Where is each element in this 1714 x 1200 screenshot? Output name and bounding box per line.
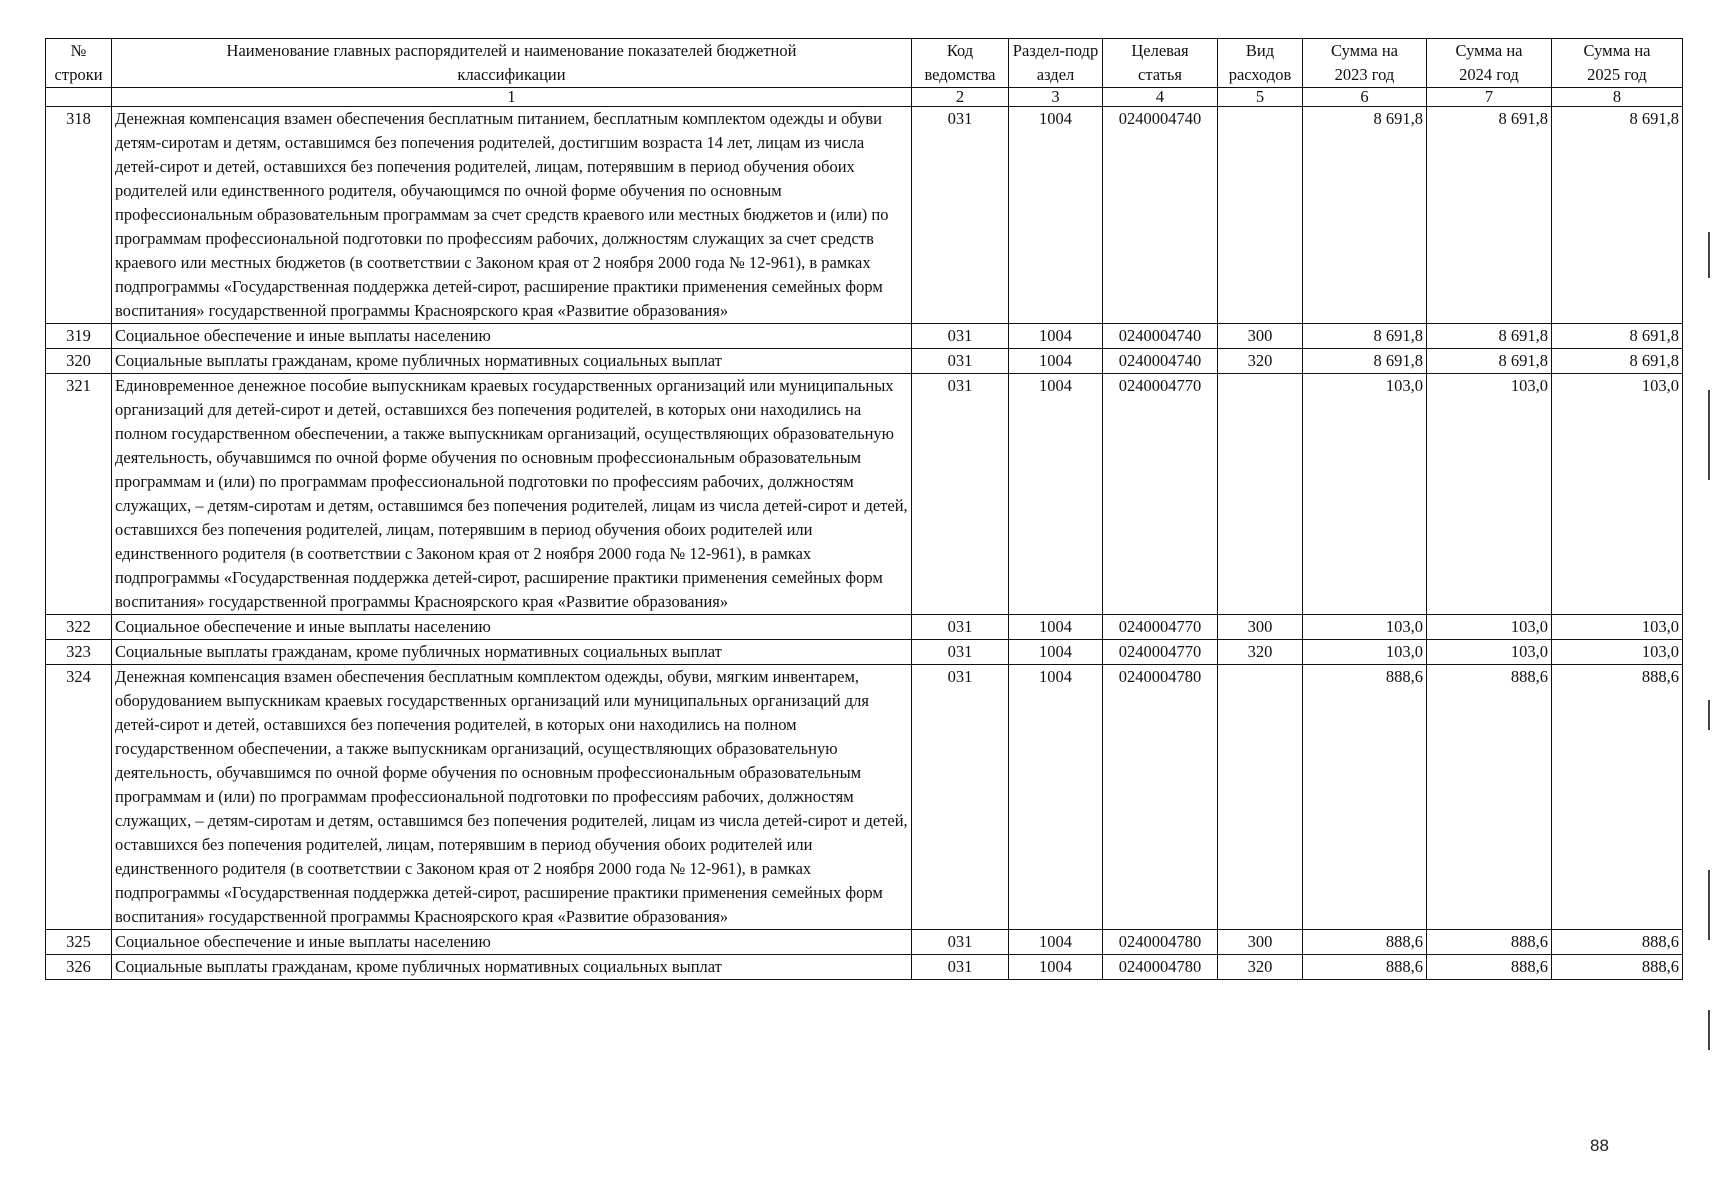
section-code: 1004 [1009,324,1103,349]
table-row [46,374,1683,615]
sum-2024: 888,6 [1427,665,1552,930]
table-row [46,640,1683,665]
table-row [46,665,1683,930]
dept-code: 031 [912,615,1009,640]
column-number: 4 [1103,88,1218,107]
dept-code: 031 [912,349,1009,374]
sum-2023: 103,0 [1303,640,1427,665]
header-sum-2023: Сумма на 2023 год [1303,39,1427,88]
scan-edge-mark [1708,1010,1710,1050]
sum-2023: 8 691,8 [1303,349,1427,374]
table-row [46,955,1683,980]
header-row-number: № строки [46,39,112,88]
row-name: Денежная компенсация взамен обеспечения бесплатным питанием, бесплатным комплектом одежды и обуви детям-сиротам и детям, оставшимся без попечения родителей, достигшим возраста 14 лет, лицам из числа детей-сирот и детей, оставшихся без попечения родителей, лицам, потерявшим в период обучения обоих родителей или единственного родителя, обучающимся по очной форме обучения по основным профессиональным образовательным программам за счет средств краевого или местных бюджетов и (или) по программам профессиональной подготовки по профессиям рабочих, должностям служащих за счет средств краевого или местных бюджетов (в соответствии с Законом края от 2 ноября 2000 года № 12-961), в рамках подпрограммы «Государственная поддержка детей-сирот, расширение практики применения семейных форм воспитания» государственной программы Красноярского края «Развитие образования» [112,107,912,324]
table-header-row [46,39,1683,88]
budget-table-sheet [45,38,1682,980]
row-number: 322 [46,615,112,640]
section-code: 1004 [1009,349,1103,374]
column-number: 6 [1303,88,1427,107]
sum-2025: 103,0 [1552,374,1683,615]
sum-2025: 8 691,8 [1552,349,1683,374]
row-number: 326 [46,955,112,980]
column-number: 2 [912,88,1009,107]
sum-2025: 8 691,8 [1552,324,1683,349]
column-number-row [46,88,1683,107]
sum-2023: 103,0 [1303,615,1427,640]
sum-2025: 888,6 [1552,665,1683,930]
row-number: 321 [46,374,112,615]
target-article: 0240004780 [1103,930,1218,955]
row-number: 319 [46,324,112,349]
section-code: 1004 [1009,374,1103,615]
sum-2023: 8 691,8 [1303,324,1427,349]
sum-2025: 103,0 [1552,640,1683,665]
sum-2023: 103,0 [1303,374,1427,615]
header-section: Раздел-подраздел [1009,39,1103,88]
header-sum-2025: Сумма на 2025 год [1552,39,1683,88]
target-article: 0240004740 [1103,107,1218,324]
sum-2023: 888,6 [1303,955,1427,980]
column-number: 8 [1552,88,1683,107]
row-name: Социальное обеспечение и иные выплаты населению [112,930,912,955]
sum-2023: 888,6 [1303,930,1427,955]
table-row [46,615,1683,640]
row-number: 325 [46,930,112,955]
expense-kind: 320 [1218,955,1303,980]
target-article: 0240004770 [1103,374,1218,615]
scan-edge-mark [1708,390,1710,480]
column-number [46,88,112,107]
row-name: Социальные выплаты гражданам, кроме публичных нормативных социальных выплат [112,955,912,980]
table-body [46,88,1683,980]
sum-2024: 888,6 [1427,930,1552,955]
column-number: 1 [112,88,912,107]
header-name: Наименование главных распорядителей и наименование показателей бюджетной классификации [112,39,912,88]
page-number: 88 [1590,1136,1609,1155]
row-name: Социальные выплаты гражданам, кроме публичных нормативных социальных выплат [112,349,912,374]
table-row [46,349,1683,374]
target-article: 0240004780 [1103,955,1218,980]
row-name: Социальные выплаты гражданам, кроме публичных нормативных социальных выплат [112,640,912,665]
expense-kind [1218,107,1303,324]
header-target-article: Целевая статья [1103,39,1218,88]
table-row [46,324,1683,349]
row-number: 324 [46,665,112,930]
row-name: Денежная компенсация взамен обеспечения бесплатным комплектом одежды, обуви, мягким инвентарем, оборудованием выпускникам краевых государственных организаций или муниципальных организаций для детей-сирот и детей, оставшихся без попечения родителей, в которых они находились на полном государственном обеспечении, а также выпускникам организаций, осуществляющих образовательную деятельность, обучавшимся по очной форме обучения по основным профессиональным образовательным программам и (или) по программам профессиональной подготовки по профессиям рабочих, должностям служащих, – детям-сиротам и детям, оставшимся без попечения родителей, лицам из числа детей-сирот и детей, оставшихся без попечения родителей, лицам, потерявшим в период обучения обоих родителей или единственного родителя (в соответствии с Законом края от 2 ноября 2000 года № 12-961), в рамках подпрограммы «Государственная поддержка детей-сирот, расширение практики применения семейных форм воспитания» государственной программы Красноярского края «Развитие образования» [112,665,912,930]
section-code: 1004 [1009,955,1103,980]
sum-2024: 103,0 [1427,615,1552,640]
dept-code: 031 [912,324,1009,349]
expense-kind: 320 [1218,349,1303,374]
row-number: 320 [46,349,112,374]
scan-edge-mark [1708,232,1710,278]
sum-2024: 8 691,8 [1427,324,1552,349]
target-article: 0240004780 [1103,665,1218,930]
row-number: 318 [46,107,112,324]
sum-2025: 888,6 [1552,930,1683,955]
expense-kind [1218,665,1303,930]
sum-2024: 8 691,8 [1427,107,1552,324]
dept-code: 031 [912,640,1009,665]
dept-code: 031 [912,374,1009,615]
column-number: 3 [1009,88,1103,107]
row-name: Единовременное денежное пособие выпускникам краевых государственных организаций или муниципальных организаций для детей-сирот и детей, оставшихся без попечения родителей, в которых они находились на полном государственном обеспечении, а также выпускникам организаций, осуществляющих образовательную деятельность, обучавшимся по очной форме обучения по основным профессиональным образовательным программам и (или) по программам профессиональной подготовки по профессиям рабочих, должностям служащих, – детям-сиротам и детям, оставшимся без попечения родителей, лицам из числа детей-сирот и детей, оставшихся без попечения родителей, лицам, потерявшим в период обучения обоих родителей или единственного родителя (в соответствии с Законом края от 2 ноября 2000 года № 12-961), в рамках подпрограммы «Государственная поддержка детей-сирот, расширение практики применения семейных форм воспитания» государственной программы Красноярского края «Развитие образования» [112,374,912,615]
sum-2023: 8 691,8 [1303,107,1427,324]
sum-2025: 103,0 [1552,615,1683,640]
sum-2024: 103,0 [1427,640,1552,665]
expense-kind: 300 [1218,930,1303,955]
target-article: 0240004740 [1103,349,1218,374]
section-code: 1004 [1009,930,1103,955]
target-article: 0240004770 [1103,615,1218,640]
expense-kind: 300 [1218,615,1303,640]
header-dept-code: Код ведомства [912,39,1009,88]
section-code: 1004 [1009,107,1103,324]
scan-edge-mark [1708,870,1710,940]
row-name: Социальное обеспечение и иные выплаты населению [112,615,912,640]
expense-kind [1218,374,1303,615]
header-sum-2024: Сумма на 2024 год [1427,39,1552,88]
row-name: Социальное обеспечение и иные выплаты населению [112,324,912,349]
sum-2025: 8 691,8 [1552,107,1683,324]
sum-2025: 888,6 [1552,955,1683,980]
sum-2024: 103,0 [1427,374,1552,615]
scan-edge-mark [1708,700,1710,730]
table-row [46,107,1683,324]
table-row [46,930,1683,955]
sum-2024: 888,6 [1427,955,1552,980]
header-expense-kind: Вид расходов [1218,39,1303,88]
section-code: 1004 [1009,640,1103,665]
dept-code: 031 [912,930,1009,955]
dept-code: 031 [912,955,1009,980]
column-number: 5 [1218,88,1303,107]
target-article: 0240004740 [1103,324,1218,349]
expense-kind: 300 [1218,324,1303,349]
sum-2023: 888,6 [1303,665,1427,930]
row-number: 323 [46,640,112,665]
section-code: 1004 [1009,615,1103,640]
dept-code: 031 [912,665,1009,930]
expense-kind: 320 [1218,640,1303,665]
dept-code: 031 [912,107,1009,324]
target-article: 0240004770 [1103,640,1218,665]
section-code: 1004 [1009,665,1103,930]
column-number: 7 [1427,88,1552,107]
sum-2024: 8 691,8 [1427,349,1552,374]
budget-table [45,38,1683,980]
